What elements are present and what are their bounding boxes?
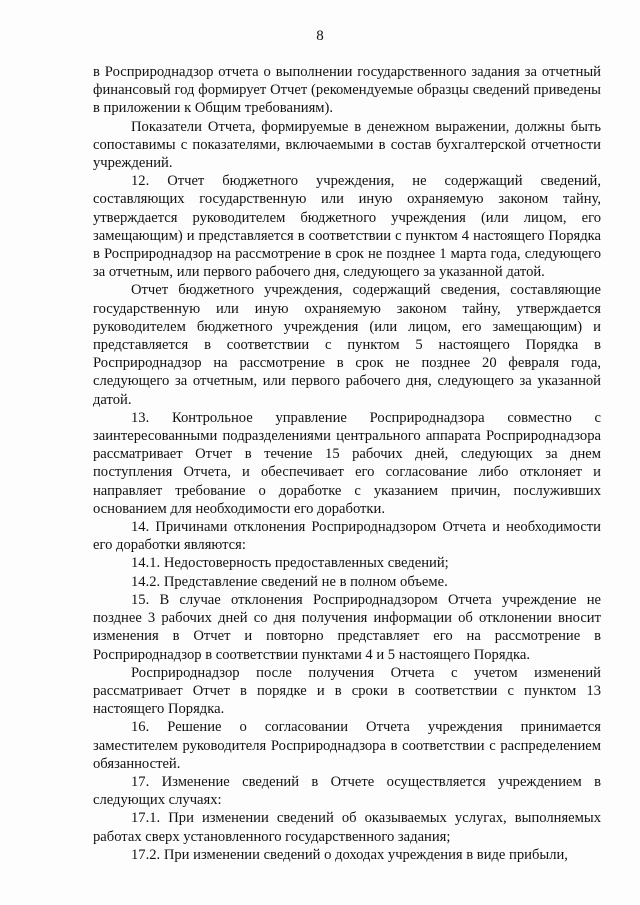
paragraph-14: 14. Причинами отклонения Росприроднадзором Отчета и необходимости его доработки являются: [93,519,601,554]
paragraph-17-2: 17.2. При изменении сведений о доходах учреждения в виде прибыли, [131,846,568,863]
paragraph-14-2: 14.2. Представление сведений не в полном объеме. [131,573,448,590]
paragraph-12-secret: Отчет бюджетного учреждения, содержащий сведения, составляющие государственную или иную охраняемую законом тайну, утверждается руководителем бюджетного учреждения (или лицом, его замещающим) и представляется в соответствии с пунктом 5 настоящего Порядка в Росприроднадзор на рассмотрение в срок не позднее 20 февраля года, следующего за отчетным, или первого рабочего дня, следующего за указанной датой. [93,282,601,408]
paragraph-16: 16. Решение о согласовании Отчета учреждения принимается заместителем руководителя Росприроднадзора в соответствии с распределением обязанностей. [93,719,601,772]
page-number: 8 [316,28,324,44]
paragraph-17: 17. Изменение сведений в Отчете осуществляется учреждением в следующих случаях: [93,773,601,809]
paragraph-indicators: Показатели Отчета, формируемые в денежном выражении, должны быть сопоставимы с показателями, включаемыми в состав бухгалтерской отчетности учреждений. [93,118,601,172]
paragraph-13: 13. Контрольное управление Росприроднадзора совместно с заинтересованными подразделениями центрального аппарата Росприроднадзора рассматривает Отчет в течение 15 рабочих дней, следующих за днем поступления Отчета, и обеспечивает его согласование либо отклоняет и направляет требование о доработке с указанием причин, послуживших основанием для необходимости его доработки. [93,409,601,517]
paragraph-15-review: Росприроднадзор после получения Отчета с учетом изменений рассматривает Отчет в порядке и в сроки в соответствии с пунктом 13 настоящего Порядка. [93,664,601,718]
paragraph-continuation: в Росприроднадзор отчета о выполнении государственного задания за отчетный финансовый год формирует Отчет (рекомендуемые образцы сведений приведены в приложении к Общим требованиям). [93,64,601,117]
paragraph-15: 15. В случае отклонения Росприроднадзором Отчета учреждение не позднее 3 рабочих дней со дня получения информации об отклонении вносит изменения в Отчет и повторно представляет его на рассмотрение в Росприроднадзор в соответствии пунктами 4 и 5 настоящего Порядка. [93,591,601,663]
paragraph-12: 12. Отчет бюджетного учреждения, не содержащий сведений, составляющих государственную или иную охраняемую законом тайну, утверждается руководителем бюджетного учреждения (или лицом, его замещающим) и представляется в соответствии с пунктом 4 настоящего Порядка в Росприроднадзор на рассмотрение в срок не позднее 1 марта года, следующего за отчетным, или первого рабочего дня, следующего за указанной датой. [93,173,601,281]
paragraph-14-1: 14.1. Недостоверность предоставленных сведений; [131,555,449,572]
document-body [93,63,601,864]
paragraph-17-1: 17.1. При изменении сведений об оказываемых услугах, выполняемых работах сверх установленного государственного задания; [93,810,601,845]
